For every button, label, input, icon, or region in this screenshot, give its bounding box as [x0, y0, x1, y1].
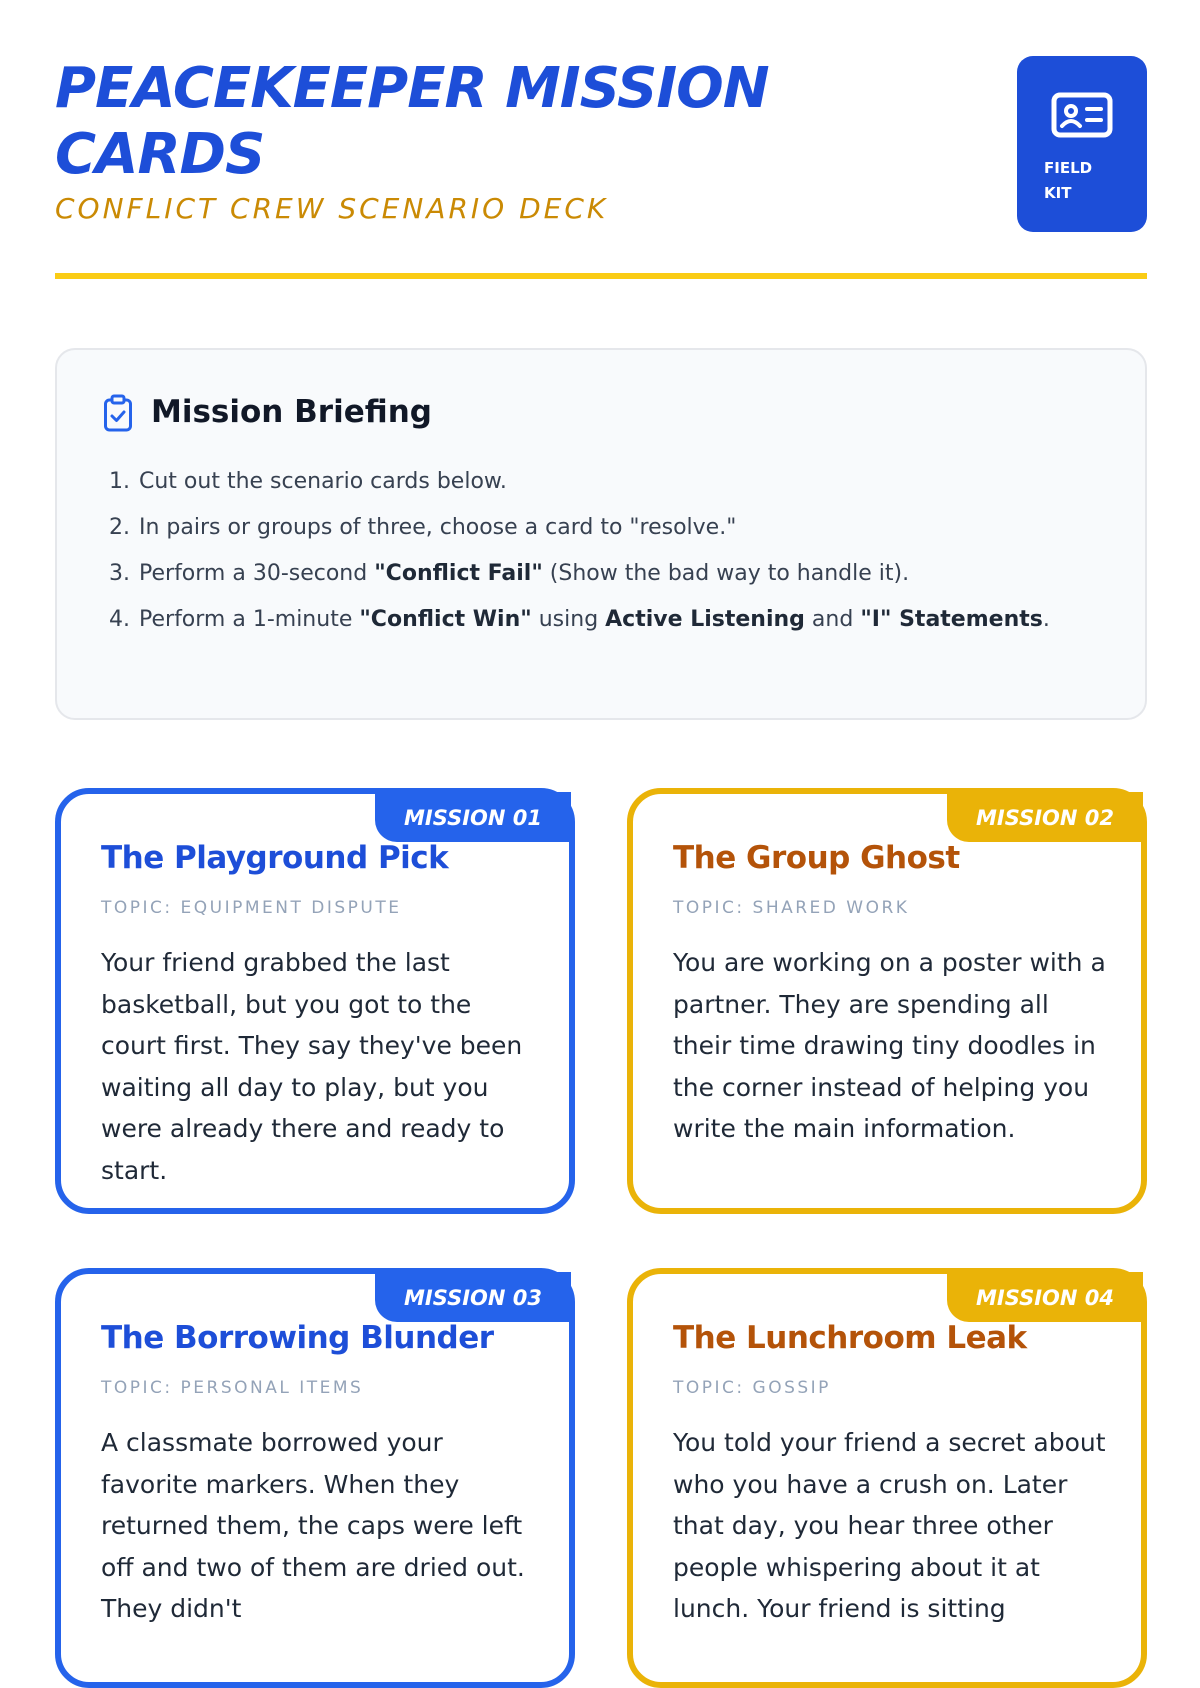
field-kit-badge: [1017, 56, 1147, 232]
card-scenario-text: Your friend grabbed the last basketball, but you got to the court first. They say they've been waiting all day to play, but you were already there and ready to start.: [101, 948, 523, 1185]
briefing-step: [109, 554, 1069, 594]
card-scenario-text: You told your friend a secret about who you have a crush on. Later that day, you hear three other people whispering about it at lunch. Your friend is sitting: [673, 1428, 1106, 1623]
scenario-card-03: [55, 1268, 575, 1688]
briefing-title: Mission Briefing: [151, 394, 432, 430]
header-divider: [55, 273, 1147, 279]
card-title: The Lunchroom Leak: [673, 1320, 1027, 1356]
step-emphasis: "Conflict Win": [359, 607, 532, 632]
card-topic: TOPIC: GOSSIP: [673, 1378, 831, 1398]
step-emphasis: Active Listening: [605, 607, 805, 632]
page-subtitle: CONFLICT CREW SCENARIO DECK: [55, 192, 609, 225]
card-scenario-text: You are working on a poster with a partner. They are spending all their time drawing tiny doodles in the corner instead of helping you write the main information.: [673, 948, 1106, 1143]
step-text: Perform a 1-minute: [139, 607, 360, 632]
step-text: using: [531, 607, 606, 632]
mission-tag: MISSION 03: [375, 1272, 571, 1322]
card-topic: TOPIC: SHARED WORK: [673, 898, 910, 918]
step-emphasis: "Conflict Fail": [374, 561, 543, 586]
step-emphasis: "I" Statements: [860, 607, 1043, 632]
step-text: Perform a 30-second: [139, 561, 375, 586]
worksheet-page: [55, 0, 1147, 1623]
clipboard-check-icon: [103, 394, 133, 432]
step-number: 1.: [109, 469, 130, 494]
card-title: The Borrowing Blunder: [101, 1320, 494, 1356]
page-title: PEACEKEEPER MISSION CARDS: [55, 56, 769, 187]
briefing-step: [109, 600, 1069, 640]
step-text: and: [804, 607, 861, 632]
briefing-step: [109, 508, 1069, 548]
card-title: The Playground Pick: [101, 840, 449, 876]
scenario-card-04: [627, 1268, 1147, 1688]
mission-tag: MISSION 01: [375, 792, 571, 842]
scenario-card-02: [627, 788, 1147, 1214]
briefing-steps: [109, 462, 1069, 646]
briefing-step: [109, 462, 1069, 502]
card-topic: TOPIC: EQUIPMENT DISPUTE: [101, 898, 402, 918]
mission-briefing-panel: [55, 348, 1147, 720]
header: [55, 56, 1147, 276]
step-number: 4.: [109, 607, 130, 632]
step-text: .: [1042, 607, 1050, 632]
step-number: 2.: [109, 515, 130, 540]
card-topic: TOPIC: PERSONAL ITEMS: [101, 1378, 364, 1398]
badge-label: [1044, 156, 1134, 206]
mission-tag: MISSION 02: [947, 792, 1143, 842]
badge-label-line1: FIELD: [1044, 159, 1093, 177]
card-scenario-text: A classmate borrowed your favorite markers. When they returned them, the caps were left off and two of them are dried out. They didn't: [101, 1428, 525, 1623]
mission-tag: MISSION 04: [947, 1272, 1143, 1322]
scenario-card-01: [55, 788, 575, 1214]
step-text: Cut out the scenario cards below.: [139, 469, 507, 494]
step-text: In pairs or groups of three, choose a card to "resolve.": [139, 515, 737, 540]
step-number: 3.: [109, 561, 130, 586]
badge-label-line2: KIT: [1044, 184, 1072, 202]
id-card-icon: [1051, 92, 1113, 138]
card-title: The Group Ghost: [673, 840, 960, 876]
step-text: (Show the bad way to handle it).: [542, 561, 910, 586]
